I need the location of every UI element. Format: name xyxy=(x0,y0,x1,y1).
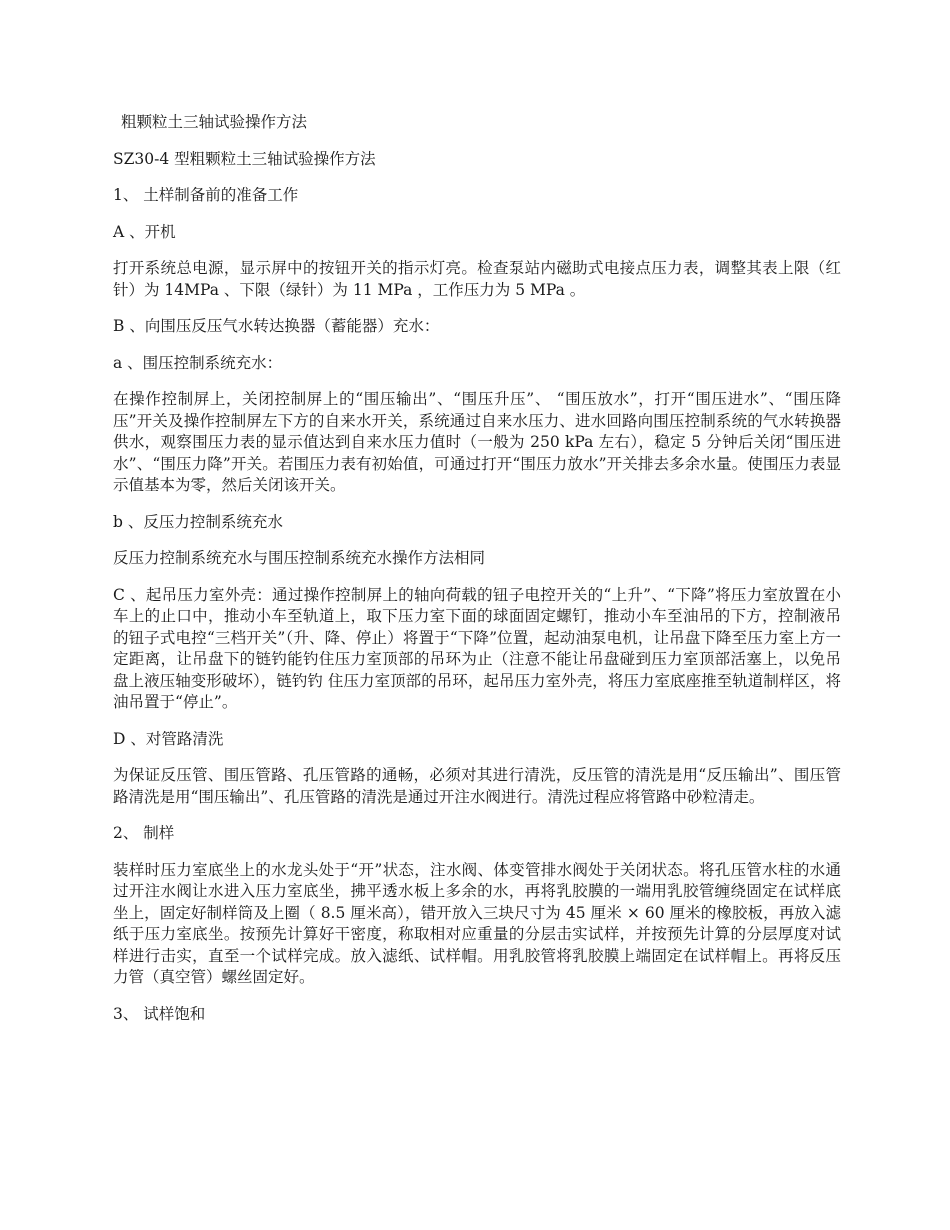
subsection-heading-d: D 、对管路清洗 xyxy=(113,729,224,748)
paragraph-back-pressure-fill: 反压力控制系统充水与围压控制系统充水操作方法相同 xyxy=(113,549,486,567)
item-heading-b: b 、反压力控制系统充水 xyxy=(113,512,283,531)
section-heading-3: 3、 试样饱和 xyxy=(113,1004,206,1023)
item-heading-a: a 、围压控制系统充水： xyxy=(113,353,283,372)
section-heading-1: 1、 土样制备前的准备工作 xyxy=(113,186,299,204)
paragraph-power-on: 打开系统总电源，显示屏中的按钮开关的指示灯亮。检查泵站内磁助式电接点压力表，调整其表上限（红针）为 14MPa 、下限（绿针）为 11 MPa ，工作压力为 5 MPa 。 xyxy=(113,259,841,299)
paragraph-lift-chamber: C 、起吊压力室外壳：通过操作控制屏上的轴向荷载的钮子电控开关的“上升”、“下降”将压力室放置在小车上的止口中，推动小车至轨道上，取下压力室下面的球面固定螺钉，推动小车至油吊的下方，控制液吊的钮子式电控“三档开关”（升、降、停止）将置于“下降”位置，起动油泵电机，让吊盘下降至压力室上方一定距离，让吊盘下的链钓能钓住压力室顶部的吊环为止（注意不能让吊盘碰到压力室顶部活塞上，以免吊盘上液压轴变形破坏），链钓钓 住压力室顶部的吊环，起吊压力室外壳，将压力室底座推至轨道制样区，将油吊置于“停止”。 xyxy=(113,585,841,711)
document-page xyxy=(113,112,841,1040)
subsection-heading-a: A 、开机 xyxy=(113,222,176,241)
document-subtitle: SZ30-4 型粗颗粒土三轴试验操作方法 xyxy=(113,149,376,168)
section-heading-2: 2、 制样 xyxy=(113,824,175,842)
paragraph-pipe-cleaning: 为保证反压管、围压管路、孔压管路的通畅，必须对其进行清洗，反压管的清洗是用“反压输出”、围压管路清洗是用“围压输出”、孔压管路的清洗是通过开注水阀进行。清洗过程应将管路中砂粒清走。 xyxy=(113,766,841,806)
paragraph-sample-prep: 装样时压力室底坐上的水龙头处于“开”状态，注水阀、体变管排水阀处于关闭状态。将孔压管水柱的水通过开注水阀让水进入压力室底坐，拂平透水板上多余的水，再将乳胶膜的一端用乳胶管缠绕固定在试样底坐上，固定好制样筒及上圈（ 8.5 厘米高），错开放入三块尺寸为 45 厘米 × 60 厘米的橡胶板，再放入滤纸于压力室底坐。按预先计算好干密度，称取相对应重量的分层击实试样，并按预先计算的分层厚度对试样进行击实，直至一个试样完成。放入滤纸、试样帽。用乳胶管将乳胶膜上端固定在试样帽上。再将反压力管（真空管）螺丝固定好。 xyxy=(113,860,841,986)
subsection-heading-b: B 、向围压反压气水转达换器（蓄能器）充水： xyxy=(113,317,440,335)
paragraph-confining-fill: 在操作控制屏上，关闭控制屏上的“围压输出”、“围压升压”、 “围压放水”，打开“围压进水”、“围压降压”开关及操作控制屏左下方的自来水开关，系统通过自来水压力、进水回路向围压控制系统的气水转换器供水，观察围压力表的显示值达到自来水压力值时（一般为 250 kPa 左右），稳定 5 分钟后关闭“围压进水”、“围压力降”开关。若围压力表有初始值，可通过打开“围压力放水”开关排去多余水量。使围压力表显示值基本为零，然后关闭该开关。 xyxy=(113,390,841,494)
document-title: 粗颗粒土三轴试验操作方法 xyxy=(121,113,308,131)
